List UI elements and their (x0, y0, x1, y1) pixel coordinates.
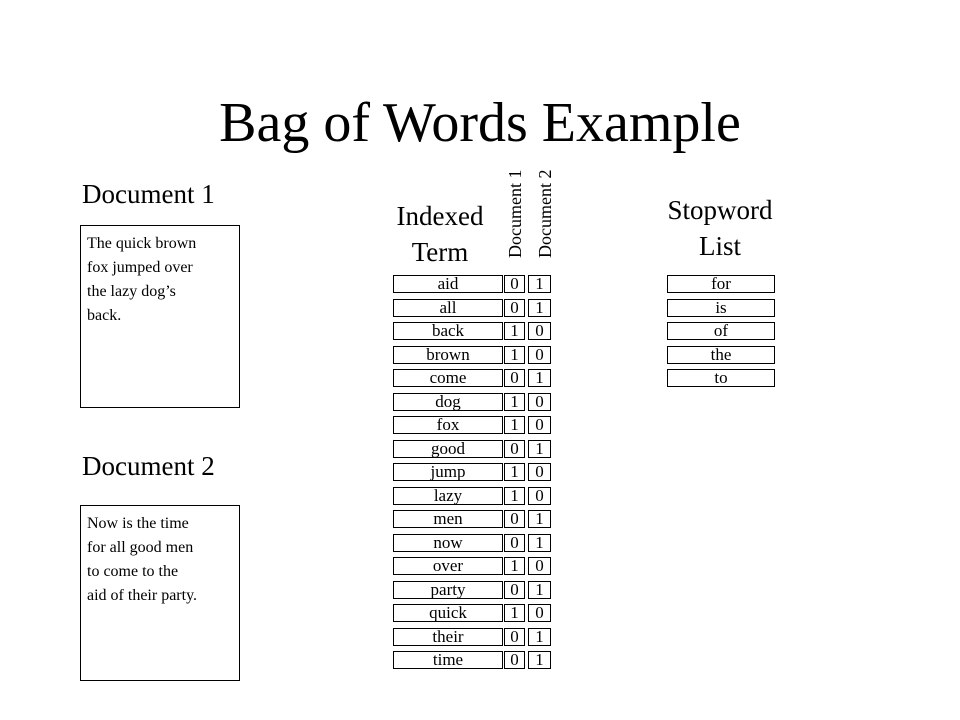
document-1-value-cell: 0 (504, 299, 525, 317)
document-2-value-cell: 0 (528, 604, 551, 622)
document-1-value-cell: 0 (504, 440, 525, 458)
document-2-value-cell: 0 (528, 416, 551, 434)
document-2-line: for all good men (87, 539, 194, 556)
document-2-value-cell: 0 (528, 487, 551, 505)
document-1-value-cell: 1 (504, 557, 525, 575)
stopword-cell: of (667, 322, 775, 340)
document-1-heading: Document 1 (82, 179, 215, 209)
document-2-value-cell: 1 (528, 275, 551, 293)
document-1-value-cell: 1 (504, 346, 525, 364)
document-1-value-cell: 1 (504, 393, 525, 411)
document-2-value-cell: 1 (528, 510, 551, 528)
document-1-value-cell: 0 (504, 651, 525, 669)
document-1-value-cell: 1 (504, 604, 525, 622)
stopword-cell: is (667, 299, 775, 317)
document-2-value-cell: 1 (528, 534, 551, 552)
term-cell: time (393, 651, 503, 669)
column-header-document-1: Document 1 (505, 169, 525, 258)
document-2-value-cell: 1 (528, 651, 551, 669)
document-2-value-cell: 1 (528, 369, 551, 387)
term-cell: lazy (393, 487, 503, 505)
document-1-value-cell: 0 (504, 534, 525, 552)
term-cell: jump (393, 463, 503, 481)
term-cell: come (393, 369, 503, 387)
column-header-document-2: Document 2 (535, 169, 555, 258)
indexed-term-heading-line: Term (411, 237, 469, 267)
document-1-value-cell: 0 (504, 628, 525, 646)
stopword-cell: to (667, 369, 775, 387)
term-cell: men (393, 510, 503, 528)
document-1-box (80, 225, 240, 408)
document-1-value-cell: 0 (504, 369, 525, 387)
term-cell: over (393, 557, 503, 575)
slide-title: Bag of Words Example (219, 92, 741, 154)
document-2-value-cell: 0 (528, 322, 551, 340)
term-cell: quick (393, 604, 503, 622)
document-1-value-cell: 1 (504, 416, 525, 434)
term-cell: good (393, 440, 503, 458)
document-2-line: aid of their party. (87, 587, 198, 604)
document-1-line: The quick brown (87, 235, 197, 252)
document-1-line: fox jumped over (87, 259, 193, 276)
document-2-box (80, 505, 240, 681)
document-2-value-cell: 1 (528, 299, 551, 317)
stopword-cell: for (667, 275, 775, 293)
stopword-heading-line: List (698, 231, 741, 261)
stopword-cell: the (667, 346, 775, 364)
term-cell: their (393, 628, 503, 646)
stopword-heading-line: Stopword (667, 195, 773, 225)
document-1-value-cell: 0 (504, 275, 525, 293)
document-1-value-cell: 1 (504, 487, 525, 505)
document-2-value-cell: 0 (528, 346, 551, 364)
document-2-value-cell: 1 (528, 628, 551, 646)
term-cell: fox (393, 416, 503, 434)
document-1-line: back. (87, 307, 122, 324)
document-1-line: the lazy dog’s (87, 283, 176, 300)
document-2-heading: Document 2 (82, 451, 215, 481)
document-2-line: to come to the (87, 563, 179, 580)
term-cell: party (393, 581, 503, 599)
document-2-value-cell: 1 (528, 440, 551, 458)
term-cell: now (393, 534, 503, 552)
document-2-value-cell: 0 (528, 557, 551, 575)
document-2-value-cell: 1 (528, 581, 551, 599)
term-cell: back (393, 322, 503, 340)
document-1-value-cell: 1 (504, 463, 525, 481)
document-1-value-cell: 1 (504, 322, 525, 340)
document-1-value-cell: 0 (504, 510, 525, 528)
indexed-term-heading-line: Indexed (396, 201, 484, 231)
indexed-term-heading (365, 198, 515, 270)
term-cell: all (393, 299, 503, 317)
term-cell: brown (393, 346, 503, 364)
document-1-value-cell: 0 (504, 581, 525, 599)
stopword-list-heading (640, 192, 800, 264)
document-2-value-cell: 0 (528, 393, 551, 411)
term-cell: dog (393, 393, 503, 411)
document-2-line: Now is the time (87, 515, 189, 532)
document-2-value-cell: 0 (528, 463, 551, 481)
term-cell: aid (393, 275, 503, 293)
